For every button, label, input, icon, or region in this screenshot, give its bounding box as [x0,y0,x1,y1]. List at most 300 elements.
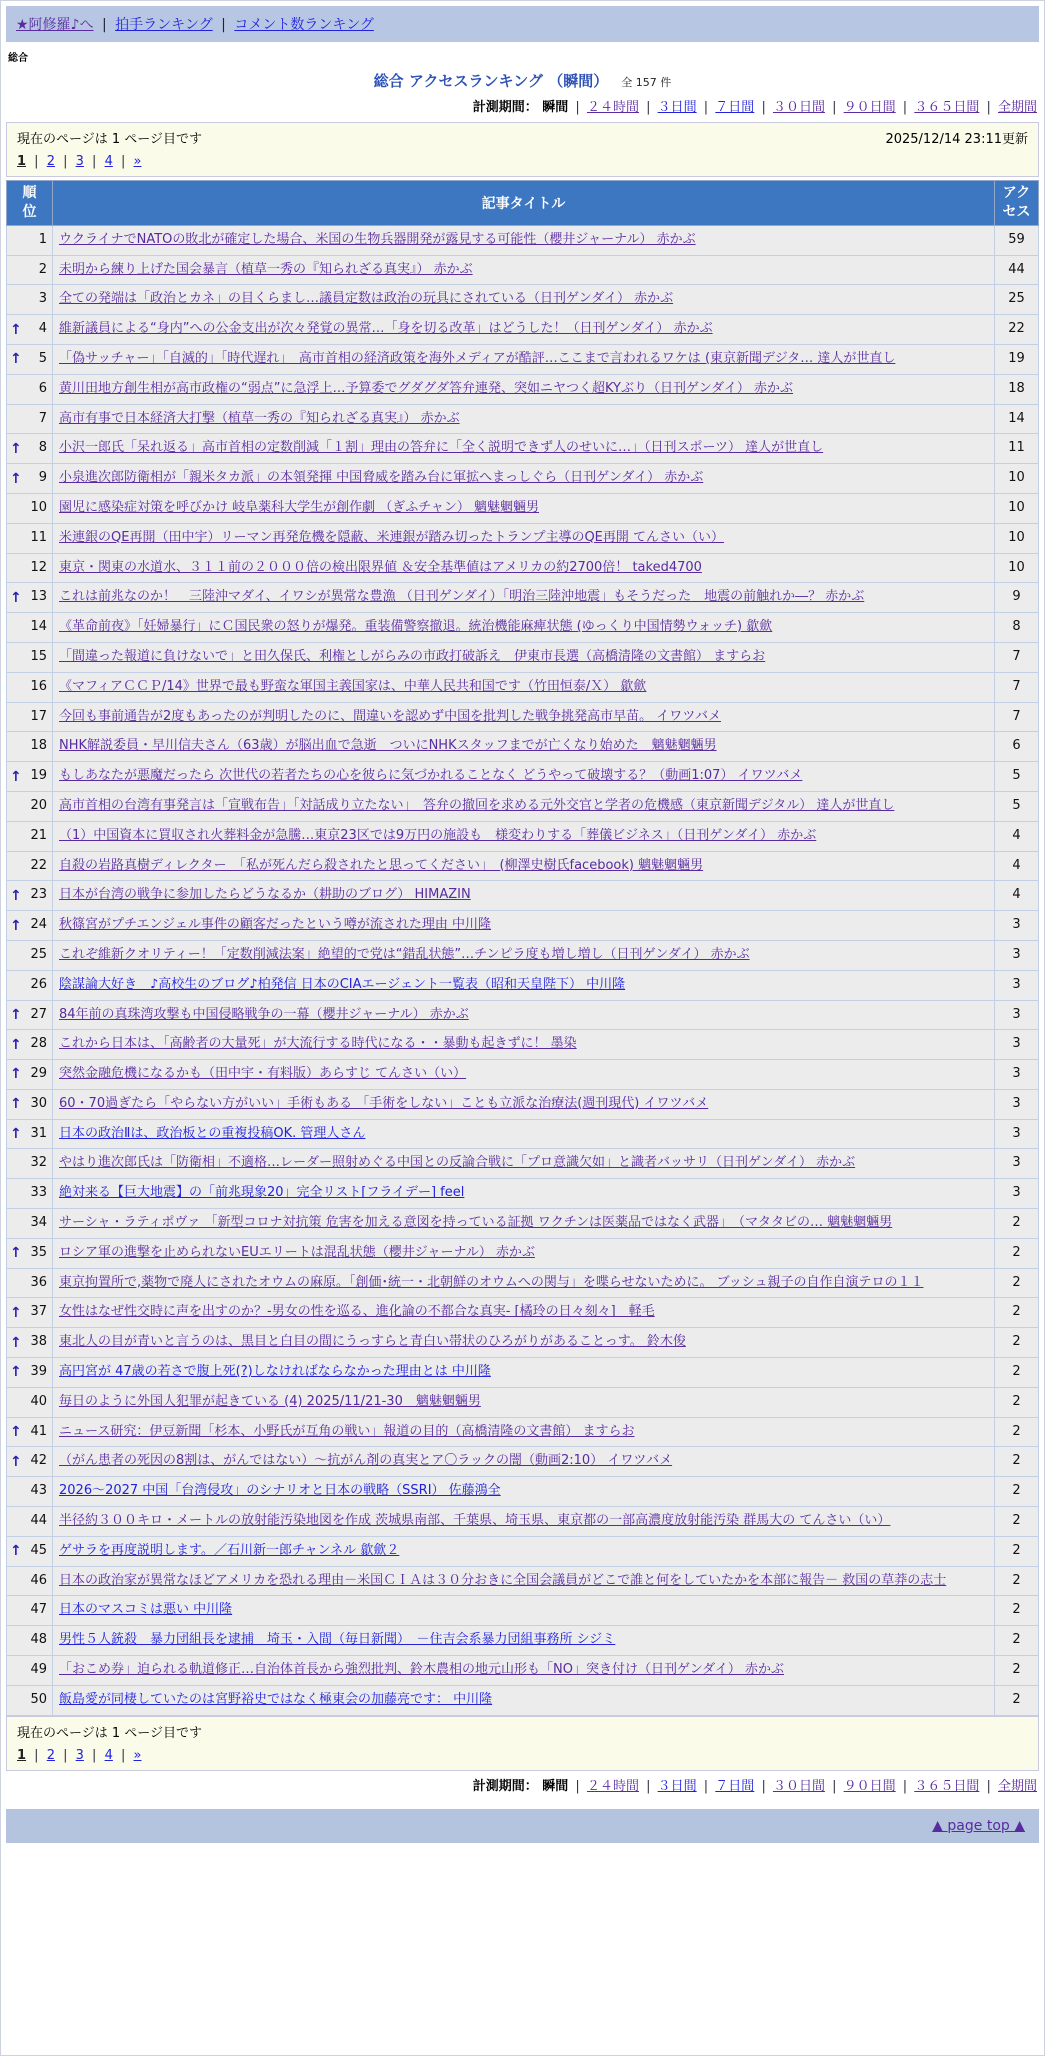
rank-cell: ↑ 28 [7,1030,53,1060]
title-cell [53,1447,995,1477]
title-cell [53,821,995,851]
table-row [7,1596,1039,1626]
title-cell [53,1119,995,1149]
rank-cell: 12 [7,553,53,583]
page-info-box-top [6,122,1039,177]
access-count: 7 [995,702,1039,732]
access-count: 2 [995,1626,1039,1656]
table-row [7,851,1039,881]
separator: | [571,1778,584,1794]
table-row [7,881,1039,911]
rank-up-icon: ↑ [10,1096,22,1113]
period-link[interactable]: ３日間 [657,100,697,115]
separator: | [699,1778,713,1794]
article-link[interactable]: 東京・関東の水道水、３１１前の２０００倍の検出限界値 ＆安全基準値はアメリカの約2700倍！ taked4700 [59,559,702,575]
rank-cell: ↑ 31 [7,1119,53,1149]
table-row [7,1477,1039,1507]
period-current: 瞬間 [542,100,569,115]
rank-up-icon: ↑ [10,440,22,457]
rank-cell: 1 [7,225,53,255]
separator: | [641,1778,655,1794]
article-link[interactable]: 全ての発端は「政治とカネ」の目くらまし…議員定数は政治の玩具にされている（日刊ゲンダイ） 赤かぶ [59,291,674,307]
title-cell [53,1000,995,1030]
period-selector-bottom [6,1771,1039,1801]
rank-cell: 2 [7,255,53,285]
access-count: 4 [995,821,1039,851]
table-row [7,434,1039,464]
breadcrumb: 総合 [8,53,28,64]
rank-up-icon: ↑ [10,1245,22,1262]
title-cell [53,1387,995,1417]
title-cell [53,255,995,285]
access-count: 2 [995,1298,1039,1328]
current-page-text-bottom: 現在のページは 1 ページ目です [17,1725,203,1741]
table-row [7,1179,1039,1209]
title-cell [53,881,995,911]
rank-up-icon: ↑ [10,1423,22,1440]
access-count: 3 [995,1060,1039,1090]
article-link[interactable]: 米連銀のQE再開（田中宇）リーマン再発危機を隠蔽、米連銀が踏み切ったトランプ主導のQE再開 てんさい（い） [59,529,725,545]
title-cell [53,583,995,613]
period-link[interactable]: ３０日間 [772,1778,825,1794]
rank-cell: 48 [7,1626,53,1656]
rank-up-icon: ↑ [10,1334,22,1351]
access-count: 5 [995,791,1039,821]
period-link[interactable]: ３０日間 [772,100,825,115]
title-cell [53,344,995,374]
title-cell [53,1685,995,1715]
rank-cell: ↑ 9 [7,464,53,494]
title-cell [53,1507,995,1537]
title-cell [53,1238,995,1268]
title-cell [53,404,995,434]
article-link[interactable]: 突然金融危機になるかも（田中宇・有料版）あらすじ てんさい（い） [59,1066,467,1082]
rank-cell: 47 [7,1596,53,1626]
access-count: 2 [995,1358,1039,1388]
period-link[interactable]: ２４時間 [586,100,639,115]
rank-cell: ↑ 29 [7,1060,53,1090]
rank-cell: 26 [7,970,53,1000]
table-row [7,1536,1039,1566]
separator: | [571,100,584,115]
title-cell [53,1626,995,1656]
title-cell [53,1089,995,1119]
article-link[interactable]: もしあなたが悪魔だったら 次世代の若者たちの心を彼らに気づかれることなく どうやって破壊する？（動画1:07） イワツバメ [59,768,803,784]
table-row [7,1507,1039,1537]
rank-cell: 17 [7,702,53,732]
rank-cell: 21 [7,821,53,851]
table-row [7,702,1039,732]
period-current: 瞬間 [542,1778,569,1794]
page-number-link[interactable]: 2 [46,1747,55,1763]
rank-up-icon: ↑ [10,917,22,934]
rank-up-icon: ↑ [10,589,22,606]
page-next-link[interactable]: » [133,154,142,169]
access-count: 11 [995,434,1039,464]
access-count: 2 [995,1507,1039,1537]
separator: | [827,1778,841,1794]
table-row [7,493,1039,523]
article-link[interactable]: 東京拘置所で,薬物で廃人にされたオウムの麻原。「創価･統一・北朝鮮のオウムへの関与」を喋らせないために。 ブッシュ親子の自作自演テロの１１ [59,1274,924,1290]
period-link[interactable]: ７日間 [715,100,755,115]
access-count: 3 [995,940,1039,970]
table-row [7,970,1039,1000]
access-count: 3 [995,911,1039,941]
table-row [7,374,1039,404]
article-link[interactable]: これは前兆なのか！ 三陸沖マダイ、イワシが異常な豊漁 （日刊ゲンダイ）「明治三陸沖地震」もそうだった 地震の前触れか―？ 赤かぶ [59,589,865,605]
table-row [7,1298,1039,1328]
table-row [7,1358,1039,1388]
article-link[interactable]: 《革命前夜》「妊婦暴行」にＣ国民衆の怒りが爆発。重装備警察撤退。統治機能麻痺状態 (ゆっくり中国情勢ウォッチ) 歙歛 [59,619,773,635]
rank-cell: 10 [7,493,53,523]
page-number-link[interactable]: 2 [46,154,55,169]
title-cell [53,434,995,464]
rank-cell: 18 [7,732,53,762]
rank-up-icon: ↑ [10,1453,22,1470]
title-cell [53,1268,995,1298]
article-link[interactable]: 高市首相の台湾有事発言は「宣戦布告」「対話成り立たない」 答弁の撤回を求める元外交官と学者の危機感（東京新聞デジタル） 達人が世直し [59,797,895,813]
period-link[interactable]: 全期間 [997,1778,1037,1794]
title-cell [53,1477,995,1507]
table-row [7,1387,1039,1417]
article-link[interactable]: 男性５人銃殺 暴力団組長を逮捕 埼玉・入間（毎日新聞） －住吉会系暴力団組事務所 シジミ [59,1632,616,1648]
separator: | [699,100,713,115]
period-link[interactable]: ３日間 [657,1778,697,1794]
rank-up-icon: ↑ [10,1125,22,1142]
article-link[interactable]: これぞ維新クオリティー！「定数削減法案」絶望的で党は“錯乱状態”…チンピラ度も増し増し（日刊ゲンダイ） 赤かぶ [59,946,750,962]
updated-timestamp: 2025/12/14 23:11更新 [885,132,1028,147]
rank-up-icon: ↑ [10,321,22,338]
access-count: 2 [995,1685,1039,1715]
article-link[interactable]: 《マフィアＣＣＰ/14》世界で最も野蛮な軍国主義国家は、中華人民共和国です（竹田恒泰/Ｘ） 歙歛 [59,678,647,694]
access-count: 2 [995,1447,1039,1477]
table-row [7,1328,1039,1358]
title-cell [53,1566,995,1596]
access-count: 2 [995,1477,1039,1507]
article-link[interactable]: 84年前の真珠湾攻撃も中国侵略戦争の一幕（櫻井ジャーナル） 赤かぶ [59,1006,469,1022]
access-count: 3 [995,970,1039,1000]
access-count: 19 [995,344,1039,374]
article-link[interactable]: 陰謀論大好き＿♪高校生のブログ♪柏発信 日本のCIAエージェント一覧表（昭和天皇陛下） 中川隆 [59,976,626,992]
table-row [7,1447,1039,1477]
rank-cell: ↑ 19 [7,762,53,792]
top-navbar [6,6,1039,42]
separator: | [87,1747,101,1763]
title-cell [53,374,995,404]
separator: | [97,17,112,33]
table-row [7,1656,1039,1686]
rank-cell: 7 [7,404,53,434]
access-count: 4 [995,881,1039,911]
period-link[interactable]: ３６５日間 [914,100,980,115]
rank-cell: 40 [7,1387,53,1417]
article-link[interactable]: 半径約３００キロ・メートルの放射能汚染地図を作成 茨城県南部、千葉県、埼玉県、東京都の一部高濃度放射能汚染 群馬大の てんさい（い） [59,1513,891,1529]
separator: | [757,1778,770,1794]
page-title: 総合 アクセスランキング （瞬間） [373,72,609,90]
rank-cell: ↑ 41 [7,1417,53,1447]
table-row [7,1566,1039,1596]
title-cell [53,285,995,315]
access-count: 22 [995,315,1039,345]
table-row [7,1060,1039,1090]
title-cell [53,940,995,970]
title-cell [53,1209,995,1239]
rank-cell: 11 [7,523,53,553]
page-number-link[interactable]: 4 [104,1747,113,1763]
table-row [7,553,1039,583]
article-link[interactable]: ゲサラを再度説明します。／石川新一郎チャンネル 歙歛２ [59,1542,400,1558]
title-cell [53,1060,995,1090]
column-header-access [995,181,1039,226]
article-link[interactable]: 女性はなぜ性交時に声を出すのか？-男女の性を巡る、進化論の不都合な真実- [橘玲の日々刻々] 軽毛 [59,1304,655,1320]
period-link[interactable]: ９０日間 [843,1778,896,1794]
article-link[interactable]: 日本の政治Ⅱは、政治板との重複投稿OK. 管理人さん [59,1125,366,1141]
separator: | [216,17,231,33]
article-link[interactable]: 今回も事前通告が2度もあったのが判明したのに、間違いを認めず中国を批判した戦争挑発高市早苗。 イワツバメ [59,708,722,724]
rank-cell: ↑ 5 [7,344,53,374]
table-row [7,225,1039,255]
rank-cell: 6 [7,374,53,404]
separator: | [641,100,655,115]
article-link[interactable]: 維新議員による“身内”への公金支出が次々発覚の異常…「身を切る改革」はどうした！（日刊ゲンダイ） 赤かぶ [59,321,713,337]
access-count: 3 [995,1000,1039,1030]
total-count: 全 157 件 [621,76,672,89]
rank-up-icon: ↑ [10,1066,22,1083]
rank-cell: 50 [7,1685,53,1715]
title-cell [53,911,995,941]
period-label: 計測期間： [472,100,543,115]
column-header-access-label: アクセス [1002,185,1031,220]
page-number-current: 1 [17,154,27,169]
table-header-row [7,181,1039,226]
table-row [7,940,1039,970]
table-row [7,1209,1039,1239]
table-row [7,1417,1039,1447]
title-cell [53,225,995,255]
title-cell [53,642,995,672]
access-count: 2 [995,1387,1039,1417]
article-link[interactable]: （がん患者の死因の8割は、がんではない）～抗がん剤の真実とア〇ラックの闇（動画2:10） イワツバメ [59,1453,673,1469]
table-row [7,1626,1039,1656]
page-next-link[interactable]: » [133,1747,142,1763]
article-link[interactable]: 自殺の岩路真樹ディレクター 「私が死んだら殺されたと思ってください」 (柳澤史樹氏facebook) 魑魅魍魎男 [59,857,704,873]
access-count: 10 [995,523,1039,553]
title-cell [53,464,995,494]
period-link[interactable]: 全期間 [997,100,1037,115]
rank-cell: 14 [7,613,53,643]
page-number-link[interactable]: 4 [104,154,113,169]
rank-cell: ↑ 27 [7,1000,53,1030]
rank-cell: 44 [7,1507,53,1537]
column-header-rank [7,181,53,226]
access-count: 2 [995,1417,1039,1447]
period-label: 計測期間： [472,1778,543,1794]
page-number-link[interactable]: 3 [75,154,84,169]
article-link[interactable]: 日本が台湾の戦争に参加したらどうなるか（耕助のブログ） HIMAZIN [59,887,471,903]
access-count: 44 [995,255,1039,285]
period-link[interactable]: ２４時間 [586,1778,639,1794]
article-link[interactable]: 60・70過ぎたら「やらない方がいい」手術もある 「手術をしない」ことも立派な治療法(週刊現代) イワツバメ [59,1095,709,1111]
article-link[interactable]: ニュース研究：伊豆新聞「杉本、小野氏が互角の戦い」報道の目的（高橋清隆の文書館） ますらお [59,1423,635,1439]
article-link[interactable]: 秋篠宮がプチエンジェル事件の顧客だったという噂が流された理由 中川隆 [59,917,492,933]
rank-up-icon: ↑ [10,1364,22,1381]
table-row [7,1119,1039,1149]
title-cell [53,672,995,702]
article-link[interactable]: 東北人の目が青いと言うのは、黒目と白目の間にうっすらと青白い帯状のひろがりがあることっす。 鈴木俊 [59,1334,686,1350]
rank-cell: 34 [7,1209,53,1239]
separator: | [898,1778,912,1794]
title-cell [53,1298,995,1328]
page-title-row [6,65,1039,92]
rank-cell: 20 [7,791,53,821]
table-row [7,791,1039,821]
title-cell [53,970,995,1000]
table-row [7,464,1039,494]
title-cell [53,1596,995,1626]
table-row [7,911,1039,941]
rank-cell: 22 [7,851,53,881]
page-top-link[interactable]: ▲ page top ▲ [932,1817,1025,1834]
access-count: 3 [995,1149,1039,1179]
title-cell [53,1358,995,1388]
topnav-link-1[interactable]: ★阿修羅♪へ [16,17,94,33]
article-link[interactable]: 毎日のように外国人犯罪が起きている (4) 2025/11/21-30 魑魅魍魎男 [59,1393,481,1409]
page-number-current: 1 [17,1747,27,1763]
access-count: 2 [995,1536,1039,1566]
separator: | [30,1747,43,1763]
table-row [7,1149,1039,1179]
access-count: 2 [995,1209,1039,1239]
title-cell [53,851,995,881]
rank-up-icon: ↑ [10,768,22,785]
rank-up-icon: ↑ [10,470,22,487]
access-count: 7 [995,642,1039,672]
rank-cell: 16 [7,672,53,702]
article-link[interactable]: 「間違った報道に負けないで」と田久保氏、利権としがらみの市政打破訴え 伊東市長選（高橋清隆の文書館） ますらお [59,648,766,664]
rank-cell: ↑ 45 [7,1536,53,1566]
article-link[interactable]: 日本のマスコミは悪い 中川隆 [59,1602,233,1618]
separator: | [898,100,912,115]
rank-cell: ↑ 37 [7,1298,53,1328]
ranking-table [6,180,1039,1716]
rank-cell: 46 [7,1566,53,1596]
access-count: 8 [995,613,1039,643]
article-link[interactable]: 園児に感染症対策を呼びかけ 岐阜薬科大学生が創作劇 （ぎふチャン） 魑魅魍魎男 [59,499,540,515]
rank-cell: ↑ 4 [7,315,53,345]
period-link[interactable]: ３６５日間 [914,1778,980,1794]
rank-up-icon: ↑ [10,1543,22,1560]
topnav-link-2[interactable]: 拍手ランキング [115,17,213,33]
access-count: 2 [995,1328,1039,1358]
title-cell [53,553,995,583]
article-link[interactable]: ウクライナでNATOの敗北が確定した場合、米国の生物兵器開発が露見する可能性（櫻井ジャーナル） 赤かぶ [59,231,696,247]
article-link[interactable]: やはり進次郎氏は「防衛相」不適格…レーダー照射めぐる中国との反論合戦に「プロ意識欠如」と識者バッサリ（日刊ゲンダイ） 赤かぶ [59,1155,856,1171]
table-row [7,732,1039,762]
access-count: 5 [995,762,1039,792]
separator: | [827,100,841,115]
rank-cell: ↑ 23 [7,881,53,911]
separator: | [58,1747,72,1763]
access-count: 25 [995,285,1039,315]
rank-cell: 15 [7,642,53,672]
period-link[interactable]: ７日間 [715,1778,755,1794]
article-link[interactable]: 2026～2027 中国「台湾侵攻」のシナリオと日本の戦略（SSRI） 佐藤鴻全 [59,1483,501,1499]
table-row [7,762,1039,792]
article-link[interactable]: NHK解説委員・早川信夫さん（63歳）が脳出血で急逝 ついにNHKスタッフまでが亡くなり始めた 魑魅魍魎男 [59,738,717,754]
article-link[interactable]: 日本の政治家が異常なほどアメリカを恐れる理由－米国ＣＩＡは３０分おきに全国会議員がどこで誰と何をしていたかを本部に報告－ 救国の草莽の志士 [59,1572,947,1588]
access-count: 2 [995,1596,1039,1626]
article-link[interactable]: 高円宮が 47歳の若さで腹上死(?)しなければならなかった理由とは 中川隆 [59,1364,491,1380]
page-number-link[interactable]: 3 [75,1747,84,1763]
rank-up-icon: ↑ [10,1006,22,1023]
title-cell [53,1328,995,1358]
rank-cell: ↑ 8 [7,434,53,464]
rank-up-icon: ↑ [10,1304,22,1321]
title-cell [53,493,995,523]
access-count: 18 [995,374,1039,404]
article-link[interactable]: これから日本は、「高齢者の大量死」が大流行する時代になる・・暴動も起きずに！ 墨染 [59,1036,577,1052]
access-count: 2 [995,1238,1039,1268]
title-cell [53,1656,995,1686]
column-header-title-label: 記事タイトル [481,195,566,212]
article-link[interactable]: 高市有事で日本経済大打撃（植草一秀の『知られざる真実』） 赤かぶ [59,410,460,426]
separator: | [116,154,130,169]
table-row [7,1089,1039,1119]
access-count: 2 [995,1268,1039,1298]
article-link[interactable]: 「偽サッチャー」「自滅的」「時代遅れ」 高市首相の経済政策を海外メディアが酷評…ここまで言われるワケは (東京新聞デジタ… 達人が世直し [59,350,896,366]
access-count: 10 [995,464,1039,494]
table-row [7,1030,1039,1060]
rank-cell: ↑ 13 [7,583,53,613]
article-link[interactable]: 飯島愛が同棲していたのは宮野裕史ではなく極東会の加藤亮です： 中川隆 [59,1691,493,1707]
table-row [7,1685,1039,1715]
access-count: 3 [995,1179,1039,1209]
period-link[interactable]: ９０日間 [843,100,896,115]
article-link[interactable]: ロシア軍の進撃を止められないEUエリートは混乱状態（櫻井ジャーナル） 赤かぶ [59,1244,535,1260]
access-count: 59 [995,225,1039,255]
topnav-link-3[interactable]: コメント数ランキング [234,17,374,33]
column-header-rank-label: 順位 [22,185,37,220]
title-cell [53,791,995,821]
article-link[interactable]: 黄川田地方創生相が高市政権の“弱点”に急浮上…予算委でグダグダ答弁連発、突如ニヤつく超KYぶり（日刊ゲンダイ） 赤かぶ [59,380,794,396]
title-cell [53,315,995,345]
article-link[interactable]: 絶対来る【巨大地震】の「前兆現象20」完全リスト[フライデー] feel [59,1185,465,1201]
article-link[interactable]: 小沢一郎氏「呆れ返る」高市首相の定数削減「１割」理由の答弁に「全く説明できず人のせいに…」（日刊スポーツ） 達人が世直し [59,440,824,456]
access-count: 3 [995,1089,1039,1119]
table-row [7,642,1039,672]
article-link[interactable]: （1）中国資本に買収され火葬料金が急騰…東京23区では9万円の施設も 様変わりする「葬儀ビジネス」（日刊ゲンダイ） 赤かぶ [59,827,817,843]
title-cell [53,762,995,792]
article-link[interactable]: 未明から練り上げた国会暴言（植草一秀の『知られざる真実』） 赤かぶ [59,261,473,277]
separator: | [58,154,72,169]
access-count: 2 [995,1566,1039,1596]
access-count: 4 [995,851,1039,881]
table-row [7,1238,1039,1268]
separator: | [30,154,43,169]
rank-cell: 3 [7,285,53,315]
table-row [7,285,1039,315]
title-cell [53,523,995,553]
access-count: 3 [995,1030,1039,1060]
table-row [7,672,1039,702]
table-row [7,1268,1039,1298]
rank-cell: 33 [7,1179,53,1209]
article-link[interactable]: 小泉進次郎防衛相が「親米タカ派」の本領発揮 中国脅威を踏み台に軍拡へまっしぐら（日刊ゲンダイ） 赤かぶ [59,470,704,486]
title-cell [53,732,995,762]
article-link[interactable]: サーシャ・ラティポヴァ 「新型コロナ対抗策 危害を加える意図を持っている証拠 ワクチンは医薬品ではなく武器」 （マタタビの… 魑魅魍魎男 [59,1215,893,1231]
rank-cell: 36 [7,1268,53,1298]
article-link[interactable]: 「おこめ券」迫られる軌道修正…自治体首長から強烈批判、鈴木農相の地元山形も「NO」突き付け（日刊ゲンダイ） 赤かぶ [59,1662,785,1678]
